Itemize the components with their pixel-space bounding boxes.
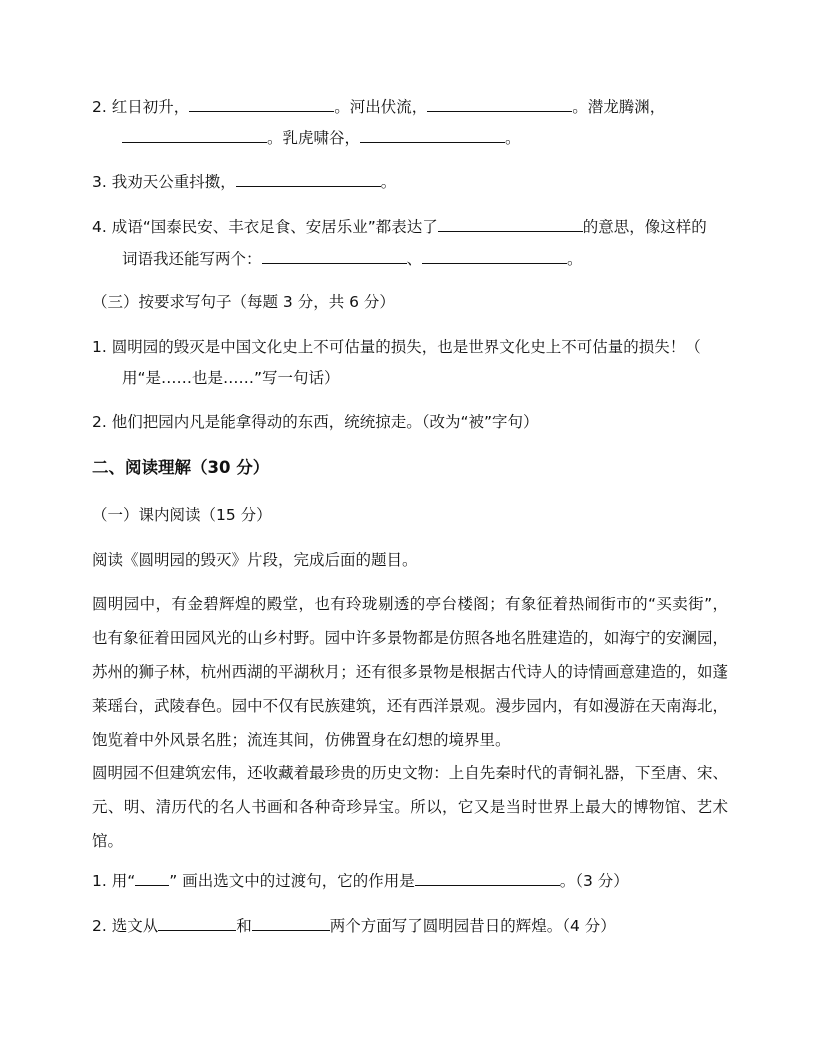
question-4-text-b: 的意思，像这样的: [582, 218, 707, 236]
part-2-title: 二、阅读理解（30 分）: [92, 458, 270, 477]
section-3-question-1-line-2: 用“是……也是……”写一句话）: [122, 369, 340, 387]
reading-question-2: [92, 916, 616, 936]
section-3-title: （三）按要求写句子（每题 3 分，共 6 分）: [92, 293, 395, 311]
question-2-text-b: 。河出伏流，: [334, 98, 428, 116]
answer-blank[interactable]: [438, 217, 583, 232]
question-4-text-a: 4. 成语“国泰民安、丰衣足食、安居乐业”都表达了: [92, 218, 438, 236]
reading-question-1-text-a: 1. 用“: [92, 872, 136, 890]
question-4-text-d: 、: [406, 250, 423, 268]
question-2-line-2: [122, 128, 521, 148]
underline-sample: [135, 871, 169, 886]
question-3-text-a: 3. 我劝天公重抖擞，: [92, 173, 236, 191]
answer-blank[interactable]: [122, 128, 267, 143]
reading-question-2-text-a: 2. 选文从: [92, 917, 159, 935]
question-4-line-2: [122, 249, 583, 269]
answer-blank[interactable]: [422, 249, 567, 264]
question-4-text-e: 。: [567, 250, 583, 268]
passage-paragraph-2: 圆明园不但建筑宏伟，还收藏着最珍贵的历史文物：上自先秦时代的青铜礼器，下至唐、宋、元、明、清历代的名人书画和各种奇珍异宝。所以，它又是当时世界上最大的博物馆、艺术馆。: [92, 764, 728, 850]
section-3-question-1-line-1: 1. 圆明园的毁灭是中国文化史上不可估量的损失，也是世界文化史上不可估量的损失！（: [92, 338, 701, 356]
reading-question-2-text-b: 和: [236, 917, 252, 935]
answer-blank[interactable]: [189, 97, 334, 112]
answer-blank[interactable]: [427, 97, 572, 112]
answer-blank[interactable]: [158, 916, 236, 931]
question-2-text-e: 。: [505, 129, 521, 147]
question-3-text-b: 。: [380, 173, 397, 191]
passage-paragraph-1: 圆明园中，有金碧辉煌的殿堂，也有玲珑剔透的亭台楼阁；有象征着热闹街市的“买卖街”，也有象征着田园风光的山乡村野。园中许多景物都是仿照各地名胜建造的，如海宁的安澜园，苏州的狮子林，杭州西湖的平湖秋月；还有很多景物是根据古代诗人的诗情画意建造的，如蓬莱瑶台，武陵春色。园中不仅有民族建筑，还有西洋景观。漫步园内，有如漫游在天南海北，饱览着中外风景名胜；流连其间，仿佛置身在幻想的境界里。: [92, 595, 728, 749]
question-2-text-a: 2. 红日初升，: [92, 98, 190, 116]
question-3: [92, 172, 396, 192]
reading-question-1-text-c: 。（3 分）: [559, 872, 629, 890]
reading-question-1: [92, 871, 629, 891]
answer-blank[interactable]: [252, 916, 330, 931]
reading-question-1-text-b: ” 画出选文中的过渡句，它的作用是: [169, 872, 415, 890]
answer-blank[interactable]: [236, 172, 381, 187]
answer-blank[interactable]: [262, 249, 407, 264]
reading-subsection-title: （一）课内阅读（15 分）: [92, 506, 272, 524]
question-4-text-c: 词语我还能写两个：: [122, 250, 262, 268]
reading-instruction: 阅读《圆明园的毁灭》片段，完成后面的题目。: [92, 551, 418, 569]
question-4-line-1: [92, 217, 707, 237]
question-2-text-d: 。乳虎啸谷，: [267, 129, 361, 147]
question-2-line-1: [92, 97, 665, 117]
answer-blank[interactable]: [360, 128, 505, 143]
reading-question-2-text-c: 两个方面写了圆明园昔日的辉煌。（4 分）: [329, 917, 616, 935]
section-3-question-2: 2. 他们把园内凡是能拿得动的东西，统统掠走。（改为“被”字句）: [92, 413, 539, 431]
question-2-text-c: 。潜龙腾渊，: [572, 98, 666, 116]
answer-blank[interactable]: [415, 871, 560, 886]
